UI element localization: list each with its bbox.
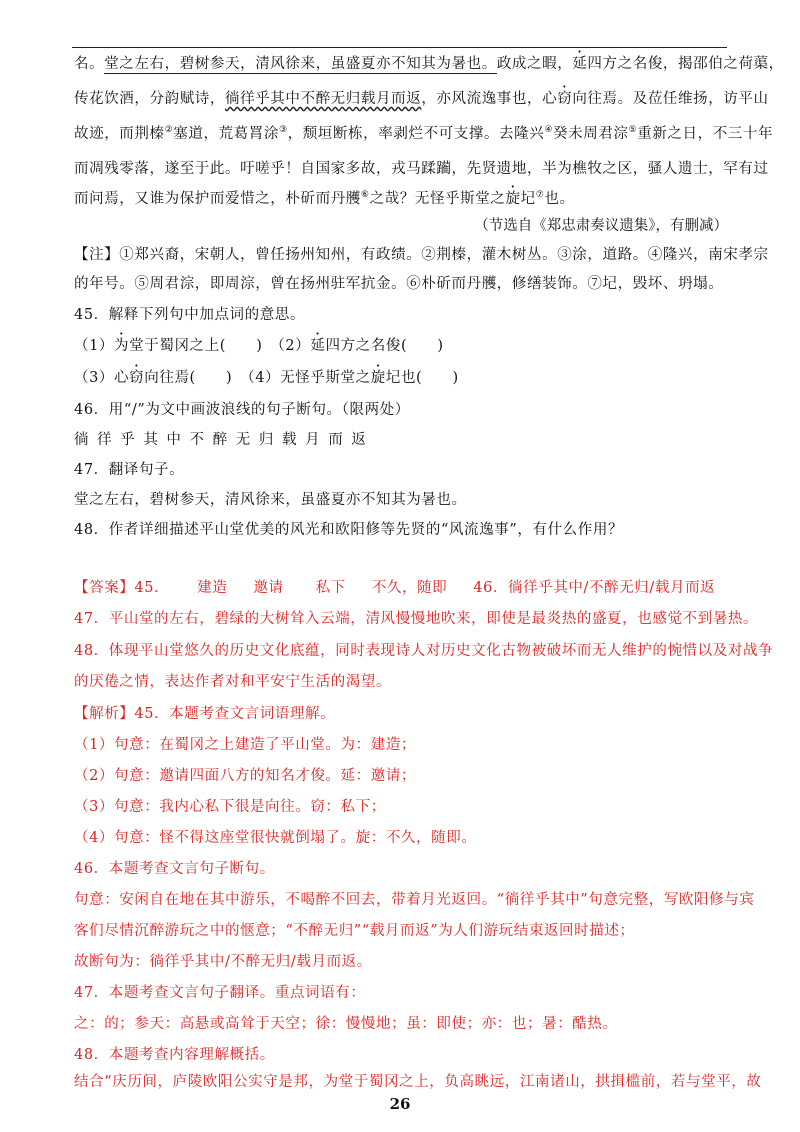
analysis-line-12: 48．本题考查内容理解概括。 [74, 1047, 275, 1063]
analysis-line-1: 【解析】45．本题考查文言词语理解。 [74, 706, 336, 722]
dotted-char: 延 [310, 338, 326, 354]
dotted-char: 窃 [129, 370, 145, 386]
analysis-line-10: 47．本题考查文言句子翻译。重点词语有： [74, 985, 366, 1001]
question-45-items-1: （1）为堂于蜀冈之上( ) （2）延四方之名俊( ) [74, 338, 444, 354]
underlined-sentence: 堂之左右，碧树参天，清风徐来，虽盛夏亦不知其为暑也。 [104, 56, 497, 72]
dotted-char: 旋 [370, 370, 386, 386]
wavy-underlined-sentence: 徜徉乎其中不醉无归载月而返 [225, 91, 422, 107]
analysis-line-7: 句意：安闲自在地在其中游乐，不喝醉不回去，带着月光返回。“徜徉乎其中”句意完整，写欧阳修与宾 [74, 892, 755, 908]
passage-line-3: 故迹，而荆榛②塞道，荒葛罥涂③，颓垣断栋，率剥烂不可支撑。去隆兴④癸未周君淙⑤重新之日，不三十年 [74, 125, 774, 142]
answer-line-1: 【答案】45． 建造 邀请 私下 不久，随即 46．徜徉乎其中/不醉无归/载月而返 [74, 580, 716, 596]
page-number: 26 [389, 1095, 411, 1113]
header-rule [72, 47, 727, 48]
question-47-text: 堂之左右，碧树参天，清风徐来，虽盛夏亦不知其为暑也。 [74, 492, 467, 508]
dotted-char: 延 [572, 56, 588, 72]
analysis-line-3: （2）句意：邀请四面八方的知名才俊。延：邀请； [74, 768, 417, 784]
dotted-char: 为 [114, 338, 130, 354]
passage-line-5: 而问焉，又谁为保护而爱惜之，朴斫而丹雘⑥之哉？无怪乎斯堂之旋圮⑦也。 [74, 190, 575, 207]
analysis-line-6: 46．本题考查文言句子断句。 [74, 861, 275, 877]
answer-48-line-2: 的厌倦之情，表达作者对和平安宁生活的渴望。 [74, 674, 392, 690]
note-line-1: 【注】①郑兴裔，宋朝人，曾任扬州知州，有政绩。②荆榛，灌木树丛。③涂，道路。④隆兴，南宋孝宗 [74, 247, 769, 263]
answer-47: 47．平山堂的左右，碧绿的大树耸入云端，清风慢慢地吹来，即使是最炎热的盛夏，也感觉不到暑热。 [74, 611, 759, 627]
analysis-line-5: （4）句意：怪不得这座堂很快就倒塌了。旋：不久，随即。 [74, 830, 477, 846]
question-46-text: 徜 徉 乎 其 中 不 醉 无 归 载 月 而 返 [74, 432, 368, 448]
question-46: 46．用“/”为文中画波浪线的句子断句。（限两处） [74, 402, 410, 418]
analysis-line-8: 客们尽情沉醉游玩之中的惬意；“不醉无归”“载月而返”为人们游玩结束返回时描述； [74, 923, 635, 939]
analysis-line-9: 故断句为：徜徉乎其中/不醉无归/载月而返。 [74, 954, 372, 970]
passage-line-1: 名。堂之左右，碧树参天，清风徐来，虽盛夏亦不知其为暑也。政成之暇，延四方之名俊，揭邵伯之荷蕖， [74, 56, 784, 72]
passage-source: （节选自《郑忠肃奏议遗集》，有删减） [474, 218, 728, 234]
analysis-line-4: （3）句意：我内心私下很是向往。窃：私下； [74, 799, 386, 815]
dotted-char: 旋 [505, 191, 521, 207]
dotted-char: 窃 [557, 91, 573, 107]
question-45-items-2: （3）心窃向往焉( ) （4）无怪乎斯堂之旋圮也( ) [74, 370, 459, 386]
question-45: 45．解释下列句中加点词的意思。 [74, 307, 306, 323]
passage-line-4: 而凋残零落，遂至于此。吁嗟乎！自国家多故，戎马蹂躏，先贤遗地，半为樵牧之区，骚人遗士，罕有过 [74, 161, 769, 177]
passage-line-2: 传花饮酒，分韵赋诗，徜徉乎其中不醉无归载月而返，亦风流逸事也，心窃向往焉。及莅任维扬，访平山 [74, 91, 769, 107]
analysis-line-13: 结合“庆历间，庐陵欧阳公实守是邦，为堂于蜀冈之上，负高眺远，江南诸山，拱揖槛前，若与堂平，故 [74, 1074, 762, 1090]
analysis-line-2: （1）句意：在蜀冈之上建造了平山堂。为：建造； [74, 737, 417, 753]
note-line-2: 的年号。⑤周君淙，即周淙，曾在扬州驻军抗金。⑥朴斫而丹雘，修缮装饰。⑦圮，毁坏、坍塌。 [74, 276, 724, 292]
question-48: 48．作者详细描述平山堂优美的风光和欧阳修等先贤的“风流逸事”，有什么作用？ [74, 522, 624, 538]
question-47: 47．翻译句子。 [74, 462, 185, 478]
analysis-line-11: 之：的；参天：高悬或高耸于天空；徐：慢慢地；虽：即使；亦：也；暑：酷热。 [74, 1016, 618, 1032]
answer-48-line-1: 48．体现平山堂悠久的历史文化底蕴，同时表现诗人对历史文化古物被破坏而无人维护的惋惜以及对战争 [74, 643, 774, 659]
